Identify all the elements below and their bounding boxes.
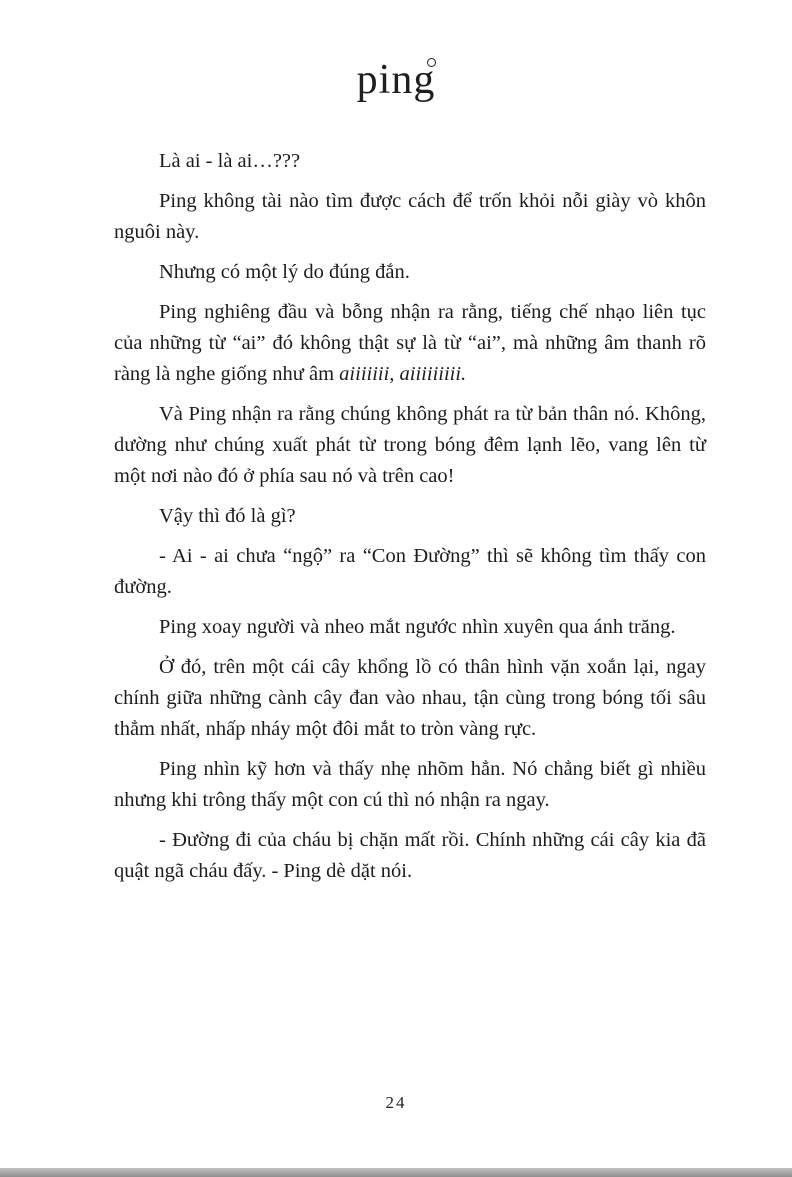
paragraph (114, 297, 706, 390)
page-number: 24 (385, 1093, 407, 1112)
paragraph (114, 501, 706, 532)
paragraph-run: Ping không tài nào tìm được cách để trốn khỏi nỗi giày vò khôn nguôi này. (114, 190, 706, 243)
paragraph (114, 186, 706, 248)
book-title (0, 56, 792, 104)
paragraph (114, 399, 706, 492)
paragraph-run: Và Ping nhận ra rằng chúng không phát ra từ bản thân nó. Không, dường như chúng xuất phát từ trong bóng đêm lạnh lẽo, vang lên từ một nơi nào đó ở phía sau nó và trên cao! (114, 403, 706, 487)
book-title-label: ping (356, 57, 436, 103)
paragraph (114, 612, 706, 643)
paragraph-run: Ping nhìn kỹ hơn và thấy nhẹ nhõm hẳn. Nó chẳng biết gì nhiều nhưng khi trông thấy một con cú thì nó nhận ra ngay. (114, 758, 706, 811)
paragraph (114, 146, 706, 177)
paragraph-run: Ping nghiêng đầu và bỗng nhận ra rằng, tiếng chế nhạo liên tục của những từ “ai” đó không thật sự là từ “ai”, mà những âm thanh rõ ràng là nghe giống như âm (114, 301, 706, 385)
paragraph-run: Là ai - là ai…??? (159, 150, 301, 172)
paragraph (114, 257, 706, 288)
paragraph (114, 754, 706, 816)
paragraph-run: Ping xoay người và nheo mắt ngước nhìn xuyên qua ánh trăng. (159, 616, 676, 638)
paragraph (114, 652, 706, 745)
paragraph-run: - Ai - ai chưa “ngộ” ra “Con Đường” thì sẽ không tìm thấy con đường. (114, 545, 706, 598)
page-body (114, 146, 706, 896)
paragraph-run: - Đường đi của cháu bị chặn mất rồi. Chính những cái cây kia đã quật ngã cháu đấy. - Ping dè dặt nói. (114, 829, 706, 882)
book-title-text (353, 56, 440, 104)
paragraph-run: Ở đó, trên một cái cây khổng lồ có thân hình vặn xoắn lại, ngay chính giữa những cành cây đan vào nhau, tận cùng trong bóng tối sâu thẳm nhất, nhấp nháy một đôi mắt to tròn vàng rực. (114, 656, 706, 740)
paragraph-run: Nhưng có một lý do đúng đắn. (159, 261, 410, 283)
paragraph (114, 825, 706, 887)
bottom-edge-bar (0, 1168, 792, 1177)
paragraph-run: Vậy thì đó là gì? (159, 505, 296, 527)
paragraph (114, 541, 706, 603)
paragraph-run-italic: aiiiiiii, aiiiiiiiii. (339, 363, 467, 385)
